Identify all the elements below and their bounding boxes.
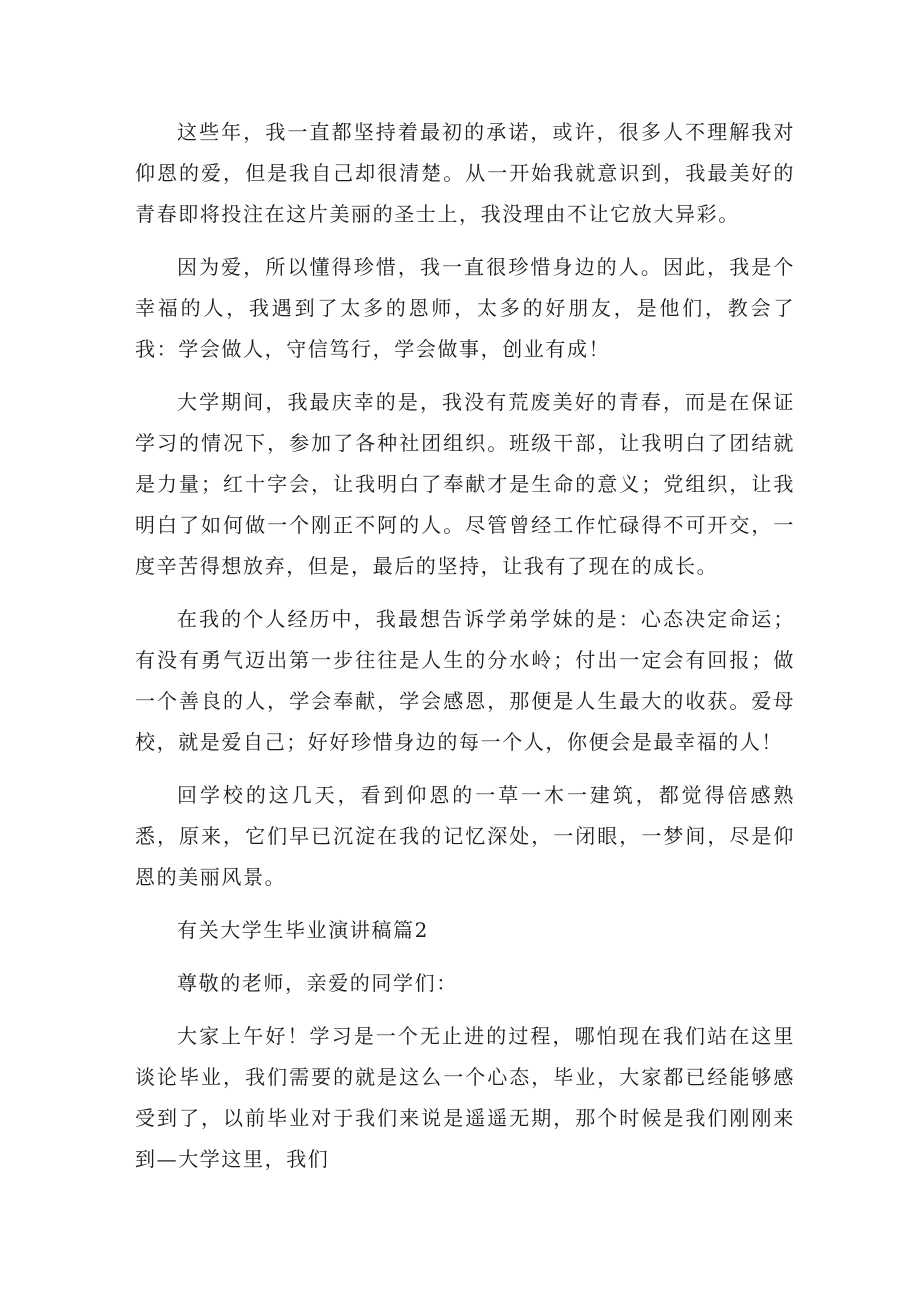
paragraph-5: 回学校的这几天，看到仰恩的一草一木一建筑，都觉得倍感熟悉，原来，它们早已沉淀在我的记忆深处，一闭眼，一梦间，尽是仰恩的美丽风景。 [135,783,795,889]
paragraph-2: 因为爱，所以懂得珍惜，我一直很珍惜身边的人。因此，我是个幸福的人，我遇到了太多的恩师，太多的好朋友，是他们，教会了我：学会做人，守信笃行，学会做事，创业有成！ [135,255,795,361]
paragraph-4: 在我的个人经历中，我最想告诉学弟学妹的是：心态决定命运；有没有勇气迈出第一步往往是人生的分水岭；付出一定会有回报；做一个善良的人，学会奉献，学会感恩，那便是人生最大的收获。爱母校，就是爱自己；好好珍惜身边的每一个人，你便会是最幸福的人！ [135,607,795,754]
salutation: 尊敬的老师，亲爱的同学们： [177,971,458,995]
section-heading: 有关大学生毕业演讲稿篇2 [177,918,429,942]
closing-paragraph: 大家上午好！学习是一个无止进的过程，哪怕现在我们站在这里谈论毕业，我们需要的就是这么一个心态，毕业，大家都已经能够感受到了，以前毕业对于我们来说是遥遥无期，那个时候是我们刚刚来到—大学这里，我们 [135,1024,795,1171]
document-body [135,112,795,1192]
paragraph-3: 大学期间，我最庆幸的是，我没有荒废美好的青春，而是在保证学习的情况下，参加了各种社团组织。班级干部，让我明白了团结就是力量；红十字会，让我明白了奉献才是生命的意义；党组织，让我明白了如何做一个刚正不阿的人。尽管曾经工作忙碌得不可开交，一度辛苦得想放弃，但是，最后的坚持，让我有了现在的成长。 [135,390,795,578]
paragraph-1: 这些年，我一直都坚持着最初的承诺，或许，很多人不理解我对仰恩的爱，但是我自己却很清楚。从一开始我就意识到，我最美好的青春即将投注在这片美丽的圣士上，我没理由不让它放大异彩。 [135,120,795,226]
